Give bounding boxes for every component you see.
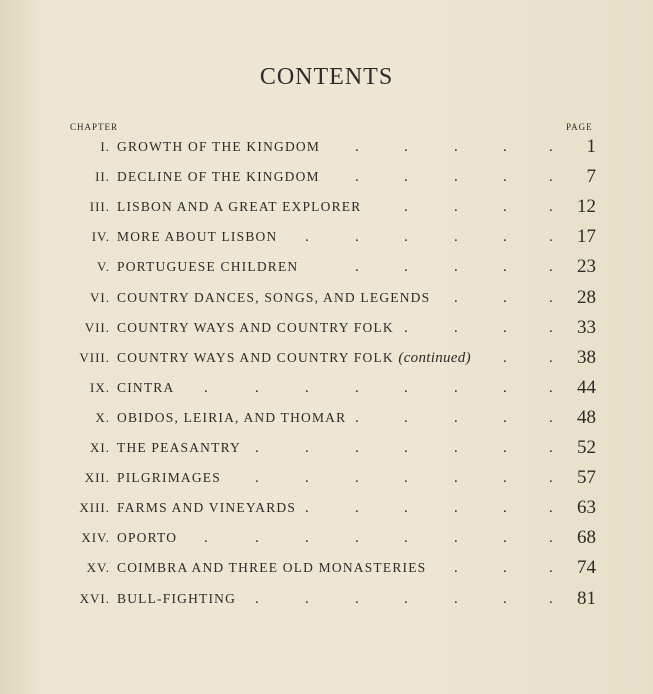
chapter-title	[117, 166, 320, 188]
leader-dot: .	[255, 530, 259, 547]
page-number: 44	[577, 376, 596, 398]
chapter-number: IV.	[91, 229, 110, 245]
chapter-title	[117, 407, 346, 429]
chapter-title	[117, 196, 361, 218]
chapter-title-text: COUNTRY WAYS AND COUNTRY FOLK	[117, 319, 394, 335]
leader-dot: .	[454, 139, 458, 155]
page-number: 81	[577, 587, 596, 609]
toc-entry	[0, 437, 653, 467]
page-number: 28	[577, 286, 596, 308]
leader-dot: .	[355, 590, 359, 607]
chapter-title-text: MORE ABOUT LISBON	[117, 229, 278, 245]
leader-dot: .	[305, 229, 309, 246]
leader-dot: .	[355, 139, 359, 155]
leader-dot: .	[549, 139, 553, 155]
leader-dot: .	[549, 199, 553, 216]
page-number: 33	[577, 316, 596, 338]
page-number: 1	[586, 136, 596, 157]
chapter-number: XIII.	[79, 500, 110, 516]
leader-dot: .	[503, 319, 507, 336]
chapter-title-suffix: (continued)	[398, 349, 471, 366]
chapter-number: V.	[97, 259, 110, 275]
leader-dot: .	[503, 199, 507, 216]
page-number: 38	[577, 346, 596, 368]
leader-dot: .	[404, 440, 408, 456]
leader-dot: .	[549, 500, 553, 517]
toc-entry	[0, 588, 653, 618]
leader-dot: .	[255, 470, 259, 487]
leader-dot: .	[503, 530, 507, 547]
chapter-title	[117, 588, 236, 610]
chapter-title-text: OBIDOS, LEIRIA, AND THOMAR	[117, 409, 347, 425]
leader-dot: .	[549, 319, 553, 336]
chapter-title	[117, 467, 221, 489]
page-number: 52	[577, 437, 596, 458]
toc-entry	[0, 407, 653, 437]
leader-dot: .	[454, 289, 458, 306]
toc-entry	[0, 136, 653, 166]
chapter-number: X.	[95, 409, 110, 425]
leader-dot: .	[549, 440, 553, 456]
leader-dot: .	[404, 199, 408, 216]
leader-dot: .	[503, 229, 507, 246]
leader-dot: .	[549, 289, 553, 306]
leader-dot: .	[404, 229, 408, 246]
leader-dot: .	[355, 500, 359, 517]
leader-dot: .	[404, 409, 408, 426]
chapter-title	[117, 527, 177, 549]
toc-entry	[0, 347, 653, 377]
page-number: 12	[577, 196, 596, 218]
chapter-title-text: PORTUGUESE CHILDREN	[117, 259, 299, 275]
leader-dot: .	[355, 229, 359, 246]
leader-dot: .	[404, 500, 408, 517]
chapter-title-text: BULL-FIGHTING	[117, 590, 237, 606]
chapter-title-text: LISBON AND A GREAT EXPLORER	[117, 199, 362, 215]
chapter-title-text: THE PEASANTRY	[117, 440, 241, 455]
leader-dot: .	[355, 169, 359, 186]
leader-dot: .	[355, 259, 359, 276]
leader-dot: .	[503, 259, 507, 276]
chapter-title	[117, 497, 296, 519]
leader-dot: .	[454, 409, 458, 426]
leader-dot: .	[454, 500, 458, 517]
leader-dot: .	[549, 349, 553, 366]
leader-dot: .	[355, 379, 359, 396]
leader-dot: .	[454, 259, 458, 276]
page-number: 48	[577, 406, 596, 428]
chapter-number: XI.	[90, 440, 110, 455]
chapter-title	[117, 317, 394, 339]
chapter-number: XV.	[86, 560, 110, 576]
page-number: 68	[577, 527, 596, 549]
leader-dot: .	[404, 590, 408, 607]
chapter-title	[117, 437, 241, 459]
leader-dot: .	[355, 440, 359, 456]
chapter-number: XVI.	[79, 590, 110, 606]
chapter-title	[117, 287, 430, 309]
leader-dot: .	[305, 440, 309, 456]
leader-dot: .	[549, 379, 553, 396]
chapter-title	[117, 256, 298, 278]
toc-entry	[0, 467, 653, 497]
leader-dot: .	[404, 139, 408, 155]
chapter-title-text: DECLINE OF THE KINGDOM	[117, 169, 320, 185]
leader-dot: .	[503, 470, 507, 487]
chapter-number: XII.	[84, 470, 110, 486]
toc-entry	[0, 527, 653, 557]
chapter-title-text: CINTRA	[117, 379, 175, 395]
leader-dot: .	[549, 560, 553, 577]
toc-entry	[0, 166, 653, 196]
chapter-number: I.	[100, 139, 110, 154]
leader-dot: .	[503, 560, 507, 577]
chapter-title	[117, 377, 174, 399]
toc-entry	[0, 557, 653, 587]
chapter-number: II.	[95, 169, 110, 185]
chapter-title-text: OPORTO	[117, 530, 178, 546]
leader-dot: .	[549, 259, 553, 276]
leader-dot: .	[404, 530, 408, 547]
leader-dot: .	[404, 259, 408, 276]
leader-dot: .	[454, 440, 458, 456]
leader-dot: .	[255, 379, 259, 396]
chapter-title	[117, 557, 426, 579]
leader-dot: .	[404, 319, 408, 336]
leader-dot: .	[454, 560, 458, 577]
chapter-number: VI.	[90, 289, 110, 305]
leader-dot: .	[355, 409, 359, 426]
leader-dot: .	[549, 409, 553, 426]
leader-dot: .	[454, 470, 458, 487]
leader-dot: .	[305, 379, 309, 396]
page-number: 23	[577, 256, 596, 278]
toc-entry	[0, 317, 653, 347]
toc-entry	[0, 377, 653, 407]
chapter-title	[117, 347, 471, 369]
page-number: 74	[577, 557, 596, 579]
leader-dot: .	[204, 530, 208, 547]
leader-dot: .	[255, 590, 259, 607]
toc-entry	[0, 226, 653, 256]
leader-dot: .	[503, 379, 507, 396]
leader-dot: .	[305, 590, 309, 607]
chapter-number: VII.	[84, 319, 110, 335]
leader-dot: .	[305, 500, 309, 517]
leader-dot: .	[503, 500, 507, 517]
leader-dot: .	[305, 470, 309, 487]
chapter-title-text: COUNTRY WAYS AND COUNTRY FOLK	[117, 349, 394, 365]
leader-dot: .	[503, 139, 507, 155]
page-number: 57	[577, 467, 596, 489]
chapter-number: XIV.	[81, 530, 110, 546]
leader-dot: .	[549, 470, 553, 487]
page-number: 7	[586, 166, 596, 188]
leader-dot: .	[255, 440, 259, 456]
leader-dot: .	[454, 319, 458, 336]
chapter-title-text: PILGRIMAGES	[117, 470, 221, 486]
chapter-title	[117, 226, 277, 248]
leader-dot: .	[404, 379, 408, 396]
leader-dot: .	[503, 349, 507, 366]
chapter-title-text: COIMBRA AND THREE OLD MONASTERIES	[117, 560, 427, 576]
leader-dot: .	[404, 470, 408, 487]
chapter-title-text: GROWTH OF THE KINGDOM	[117, 139, 321, 154]
leader-dot: .	[454, 229, 458, 246]
leader-dot: .	[549, 229, 553, 246]
toc-entry	[0, 256, 653, 286]
toc-entry	[0, 497, 653, 527]
chapter-number: III.	[89, 199, 110, 215]
leader-dot: .	[454, 379, 458, 396]
chapter-title-text: COUNTRY DANCES, SONGS, AND LEGENDS	[117, 289, 431, 305]
chapter-number: IX.	[90, 379, 110, 395]
leader-dot: .	[355, 470, 359, 487]
chapter-title	[117, 136, 320, 158]
leader-dot: .	[454, 530, 458, 547]
leader-dot: .	[404, 169, 408, 186]
leader-dot: .	[503, 590, 507, 607]
chapter-title-text: FARMS AND VINEYARDS	[117, 500, 297, 516]
leader-dot: .	[549, 169, 553, 186]
chapter-number: VIII.	[79, 349, 110, 365]
leader-dot: .	[549, 590, 553, 607]
leader-dot: .	[503, 289, 507, 306]
leader-dot: .	[454, 590, 458, 607]
leader-dot: .	[454, 199, 458, 216]
toc-entry	[0, 287, 653, 317]
leader-dot: .	[305, 530, 309, 547]
leader-dot: .	[204, 379, 208, 396]
page-column-label: PAGE	[566, 122, 593, 132]
chapter-column-label: CHAPTER	[70, 122, 119, 132]
leader-dot: .	[549, 530, 553, 547]
page-number: 17	[577, 226, 596, 248]
leader-dot: .	[355, 530, 359, 547]
leader-dot: .	[503, 440, 507, 456]
page-number: 63	[577, 497, 596, 519]
page-title: CONTENTS	[259, 64, 394, 90]
toc-entry	[0, 196, 653, 226]
leader-dot: .	[503, 409, 507, 426]
leader-dot: .	[454, 169, 458, 186]
leader-dot: .	[503, 169, 507, 186]
